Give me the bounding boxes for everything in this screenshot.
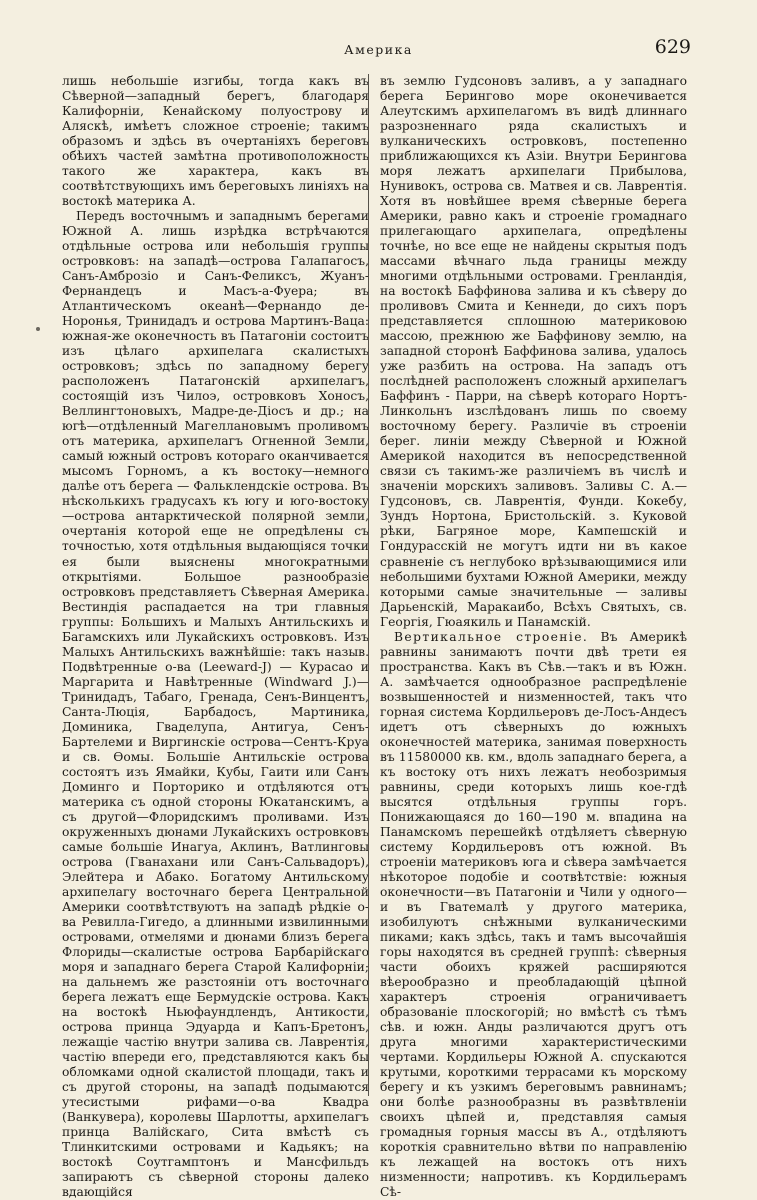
left-column: [62, 74, 369, 1200]
right-paragraph-1: въ землю Гудсоновъ заливъ, а у западнаго берега Берингово море оконечивается Алеутскимъ архипелагомъ въ видѣ длиннаго разрозненнаго ряда скалистыхъ и вулканическихъ островковъ, постепенно приближающихся къ Азіи. Внутри Берингова моря лежатъ архипелаги Прибылова, Нунивокъ, острова св. Матвея и св. Лаврентія. Хотя въ новѣйшее время сѣверные берега Америки, равно какъ и строеніе громаднаго прилегающаго архипелага, опредѣлены точнѣе, но все еще не найдены скрытыя подъ массами вѣчнаго льда границы между многими отдѣльными островами. Гренландія, на востокѣ Баффинова залива и къ сѣверу до проливовъ Смита и Кеннеди, до сихъ поръ представляется сплошною материковою массою, прежнюю же Баффинову землю, на западной сторонѣ Баффинова залива, удалось уже разбить на острова. На западъ отъ послѣдней расположенъ сложный архипелагъ Баффинъ - Парри, на сѣверѣ котораго Нортъ-Линкольнъ изслѣдованъ лишь по своему восточному берегу. Различіе въ строеніи берег. линіи между Сѣверной и Южной Америкой находится въ непосредственной связи съ такимъ-же различіемъ въ числѣ и значеніи морскихъ заливовъ. Заливы С. А.—Гудсоновъ, св. Лаврентія, Фунди. Кокебу, Зундъ Нортона, Бристольскій. з. Куковой рѣки, Багряное море, Кампешскій и Гондурасскій не могутъ идти ни въ какое сравненіе съ неглубоко врѣзывающимися или небольшими бухтами Южной Америки, между которыми самые значительные — заливы Дарьенскій, Маракаибо, Всѣхъ Святыхъ, св. Георгія, Гюаякиль и Панамскій.: [380, 74, 687, 629]
running-title: Америка: [344, 42, 413, 57]
left-paragraph-1: лишь небольшіе изгибы, тогда какъ въ Сѣверной—западный берегъ, благодаря Калифорніи, Кенайскому полуострову и Аляскѣ, имѣетъ сложное строеніе; такимъ образомъ и здѣсь въ очертаніяхъ береговъ обѣихъ частей замѣтна противоположность такого же характера, какъ въ соотвѣтствующихъ имъ береговыхъ линіяхъ на востокѣ материка А.: [62, 74, 369, 209]
section-text: Въ Америкѣ равнины занимаютъ почти двѣ трети ея пространства. Какъ въ Сѣв.—такъ и въ Южн. А. замѣчается однообразное распредѣленіе возвышенностей и низменностей, такъ что горная система Кордильеровъ де-Лосъ-Андесъ идетъ отъ сѣверныхъ до южныхъ оконечностей материка, занимая поверхность въ 11580000 кв. км., вдоль западнаго берега, а къ востоку отъ нихъ лежатъ необозримыя равнины, среди которыхъ лишь кое-гдѣ высятся отдѣльныя группы горъ. Понижающаяся до 160—190 м. впадина на Панамскомъ перешейкѣ отдѣляетъ сѣверную систему Кордильеровъ отъ южной. Въ строеніи материковъ юга и сѣвера замѣчается нѣкоторое подобіе и соотвѣтствіе: южныя оконечности—въ Патагоніи и Чили у одного—и въ Гватемалѣ у другого материка, изобилуютъ снѣжными вулканическими пиками; какъ здѣсь, такъ и тамъ высочайшія горы находятся въ средней группѣ: сѣверныя части обоихъ кряжей расширяются вѣерообразно и преобладающій цѣпной характеръ строенія ограничиваетъ образованіе плоскогорій; но вмѣстѣ съ тѣмъ сѣв. и южн. Анды различаются другъ отъ друга многими характеристическими чертами. Кордильеры Южной А. спускаются крутыми, короткими террасами къ морскому берегу и къ узкимъ береговымъ равнинамъ; они болѣе разнообразны въ развѣтвленіи своихъ цѣпей и, представляя самыя громадныя горныя массы въ А., отдѣляютъ короткія сравнительно вѣтви по направленію къ лежащей на востокъ отъ нихъ низменности; напротивъ. къ Кордильерамъ Сѣ-: [380, 629, 687, 1200]
section-heading: Вертикальное строеніе.: [394, 629, 589, 644]
column-divider: [368, 74, 369, 1096]
right-paragraph-2: [380, 630, 687, 1200]
margin-dot: [36, 327, 40, 331]
running-head: [0, 36, 757, 62]
right-column: [380, 74, 687, 1200]
page-number: 629: [654, 36, 691, 58]
left-paragraph-2: Передъ восточнымъ и западнымъ берегами Южной А. лишь изрѣдка встрѣчаются отдѣльные острова или небольшія группы островковъ: на западѣ—острова Галапагосъ, Санъ-Амброзіо и Санъ-Феликсъ, Жуанъ-Фернандецъ и Масъ-а-Фуера; въ Атлантическомъ океанѣ—Фернандо де-Норонья, Тринидадъ и острова Мартинъ-Ваца: южная-же оконечность въ Патагоніи состоитъ изъ цѣлаго архипелага скалистыхъ островковъ; здѣсь по западному берегу расположенъ Патагонскій архипелагъ, состоящій изъ Чилоэ, островковъ Хоносъ, Веллингтоновыхъ, Мадре-де-Діосъ и др.; на югѣ—отдѣленный Магеллановымъ проливомъ отъ материка, архипелагъ Огненной Земли, самый южный островъ котораго оканчивается мысомъ Горномъ, а къ востоку—немного далѣе отъ берега — Фальклендскіе острова. Въ нѣсколькихъ градусахъ къ югу и юго-востоку—острова антарктической полярной земли, очертанія которой еще не опредѣлены съ точностью, хотя отдѣльныя выдающіяся точки ея были выяснены многократными открытіями. Большое разнообразіе островковъ представляетъ Сѣверная Америка. Вестиндія распадается на три главныя группы: Большихъ и Малыхъ Антильскихъ и Багамскихъ или Лукайскихъ островковъ. Изъ Малыхъ Антильскихъ важнѣйшіе: такъ назыв. Подвѣтренные о-ва (Leeward-J) — Курасао и Маргарита и Навѣтренные (Windward J.)—Тринидадъ, Табаго, Гренада, Сенъ-Винцентъ, Санта-Люція, Барбадосъ, Мартиника, Доминика, Гваделупа, Антигуа, Сенъ-Бартелеми и Виргинскіе острова—Сентъ-Круа и св. Ѳомы. Большіе Антильскіе острова состоятъ изъ Ямайки, Кубы, Гаити или Санъ Доминго и Порторико и отдѣляются отъ материка съ одной стороны Юкатанскимъ, а съ другой—Флоридскимъ проливами. Изъ окруженныхъ дюнами Лукайскихъ островковъ самые большіе Инагуа, Аклинъ, Ватлинговы острова (Гванахани или Санъ-Сальвадоръ), Элейтера и Абако. Богатому Антильскому архипелагу восточнаго берега Центральной Америки соотвѣтствуютъ на западѣ рѣдкіе о-ва Ревилла-Гигедо, а длинными извилинными островами, отмелями и дюнами близъ берега Флориды—скалистые острова Барбарійскаго моря и западнаго берега Старой Калифорніи; на дальнемъ же разстояніи отъ восточнаго берега лежатъ еще Бермудскіе острова. Какъ на востокѣ Ньюфаундлендъ, Антикости, острова принца Эдуарда и Капъ-Бретонъ, лежащіе частію внутри залива св. Лаврентія, частію впереди его, представляются какъ бы обломками одной скалистой площади, такъ и съ другой стороны, на западѣ подымаются утесистыми рифами—о-ва Квадра (Ванкувера), королевы Шарлотты, архипелагъ принца Валійскаго, Сита вмѣстѣ съ Тлинкитскими островами и Кадьякъ; на востокѣ Соутгамптонъ и Мансфильдъ запираютъ съ сѣверной стороны далеко вдающійся: [62, 209, 369, 1200]
text-columns: [62, 74, 702, 1200]
